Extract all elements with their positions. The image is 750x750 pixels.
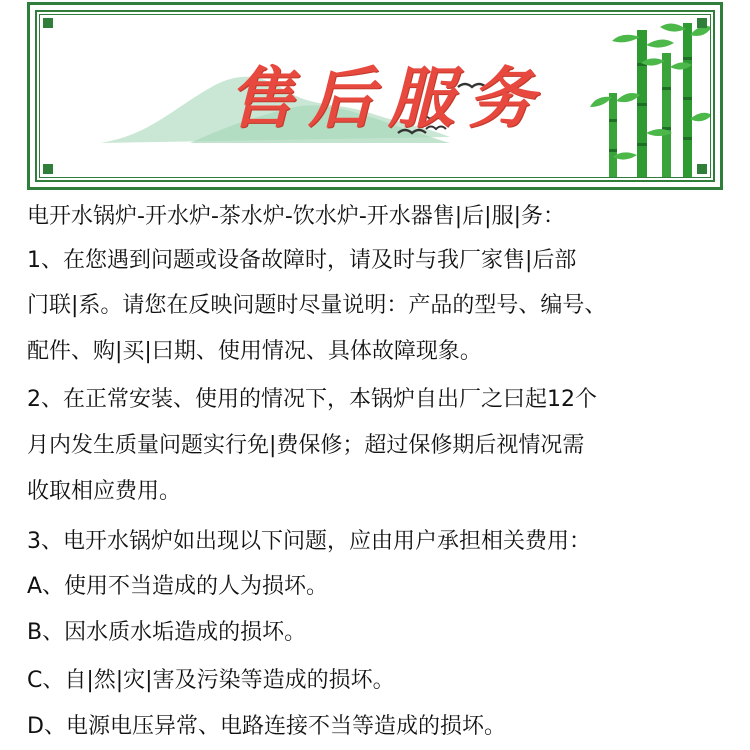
clause-2-line-3: 收取相应费用。 [27, 479, 182, 504]
clause-1-line-3: 配件、购|买|曰期、使用情况、具体故障现象。 [27, 339, 482, 364]
clause-3-item-d: D、电源电压异常、电路连接不当等造成的损坏。 [27, 714, 506, 739]
banner-panel [39, 14, 711, 178]
clause-2-line-1: 2、在正常安装、使用的情况下，本锅炉自出厂之曰起12个 [27, 387, 597, 412]
clause-3-item-c: C、自|然|灾|害及污染等造成的损坏。 [27, 668, 395, 693]
clause-3-item-b: B、因水质水垢造成的损坏。 [27, 620, 307, 645]
banner-frame [27, 2, 723, 190]
clause-3-item-a: A、使用不当造成的人为损坏。 [27, 574, 329, 599]
bamboo-illustration [590, 23, 711, 178]
banner-title: 售后服务 [228, 59, 548, 137]
clause-1-line-2: 门联|系。请您在反映问题时尽量说明：产品的型号、编号、 [27, 293, 607, 318]
frame-corner [697, 18, 707, 28]
clause-3-line-1: 3、电开水锅炉如出现以下问题，应由用户承担相关费用： [27, 529, 591, 554]
service-heading: 电开水锅炉-开水炉-茶水炉-饮水炉-开水器售|后|服|务： [27, 204, 565, 229]
frame-corner [43, 164, 53, 174]
frame-corner [43, 18, 53, 28]
clause-2-line-2: 月内发生质量问题实行免|费保修；超过保修期后视情况需 [27, 433, 585, 458]
clause-1-line-1: 1、在您遇到问题或设备故障时，请及时与我厂家售|后部 [27, 248, 577, 273]
frame-corner [697, 164, 707, 174]
